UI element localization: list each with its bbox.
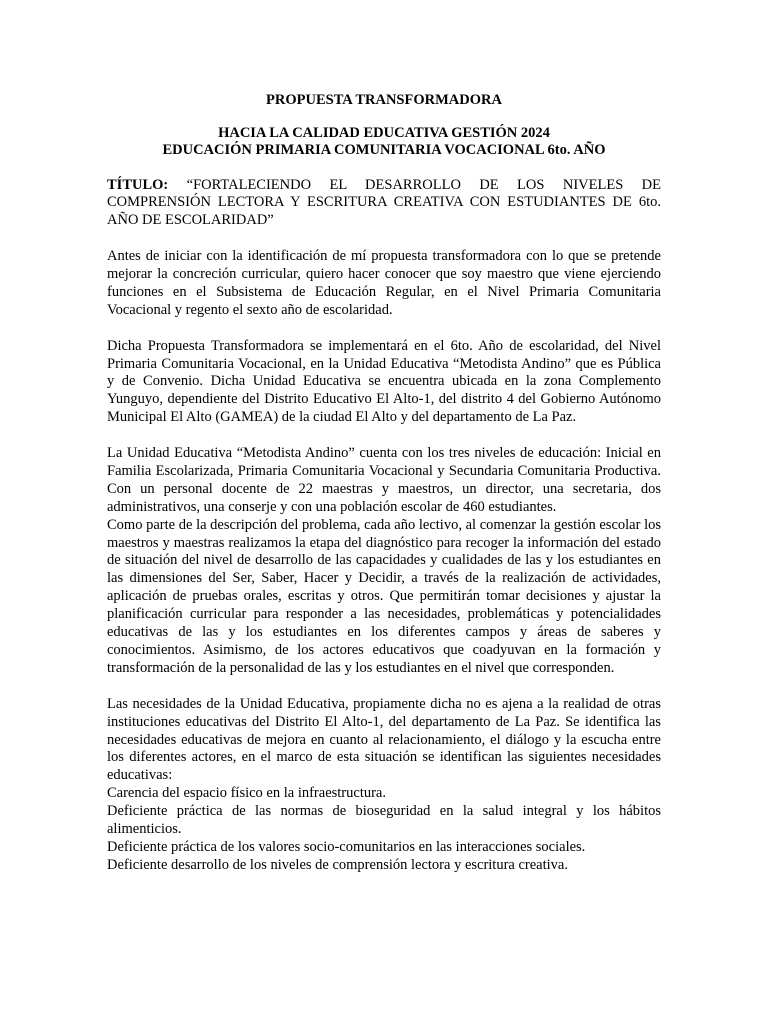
title-text: “FORTALECIENDO EL DESARROLLO DE LOS NIVELES DE COMPRENSIÓN LECTORA Y ESCRITURA CREATIVA CON ESTUDIANTES DE 6to. AÑO DE ESCOLARIDAD” [107,176,661,229]
title-paragraph [107,177,661,231]
spacer [107,320,661,338]
need-item: Deficiente desarrollo de los niveles de comprensión lectora y escritura creativa. [107,856,568,873]
heading-sub-2: EDUCACIÓN PRIMARIA COMUNITARIA VOCACIONAL 6to. AÑO [162,142,606,158]
paragraph-problem: Como parte de la descripción del problema, cada año lectivo, al comenzar la gestión escolar los maestros y maestras realizamos la etapa del diagnóstico para recoger la información del estado de situación del nivel de desarrollo de las capacidades y cualidades de las y los estudiantes en las dimensiones del Ser, Saber, Hacer y Decidir, a través de la realización de actividades, aplicación de pruebas orales, escritas y otros. Que permitirán tomar decisiones y ajustar la planificación curricular para responder a las necesidades, problemáticas y potencialidades educativas de las y los estudiantes en los diferentes campos y áreas de saberes y conocimientos. Asimismo, de los actores educativos que coadyuvan en la formación y transformación de la personalidad de las y los estudiantes en el nivel que corresponden. [107,516,661,676]
spacer [107,678,661,696]
paragraph-school: La Unidad Educativa “Metodista Andino” cuenta con los tres niveles de educación: Inicial en Familia Escolarizada, Primaria Comunitaria Vocacional y Secundaria Comunitaria Productiva. Con un personal docente de 22 maestras y maestros, un director, una secretaria, dos administrativos, una conserje y con una población escolar de 460 estudiantes. [107,445,661,515]
spacer [107,427,661,445]
heading-main: PROPUESTA TRANSFORMADORA [266,92,502,108]
need-item: Deficiente práctica de las normas de bioseguridad en la salud integral y los hábitos alimenticios. [107,803,661,838]
paragraph-location: Dicha Propuesta Transformadora se implementará en el 6to. Año de escolaridad, del Nivel Primaria Comunitaria Vocacional, en la Unidad Educativa “Metodista Andino” que es Pública y de Convenio. Dicha Unidad Educativa se encuentra ubicada en la zona Complemento Yunguyo, dependiente del Distrito Educativo El Alto-1, del distrito 4 del Gobierno Autónomo Municipal El Alto (GAMEA) de la ciudad El Alto y del departamento de La Paz. [107,337,661,426]
need-item: Deficiente práctica de los valores socio-comunitarios en las interacciones sociales. [107,838,586,855]
paragraph-intro: Antes de iniciar con la identificación de mí propuesta transformadora con lo que se pretende mejorar la concreción curricular, quiero hacer conocer que soy maestro que viene ejerciendo funciones en el Subsistema de Educación Regular, en el Nivel Primaria Comunitaria Vocacional y regento el sexto año de escolaridad. [107,248,661,318]
title-label: TÍTULO: [107,176,169,193]
paragraph-needs: Las necesidades de la Unidad Educativa, propiamente dicha no es ajena a la realidad de otras instituciones educativas del Distrito El Alto-1, del departamento de La Paz. Se identifica las necesidades educativas de mejora en cuanto al relacionamiento, el diálogo y la escucha entre los diferentes actores, en el marco de esta situación se identifican las siguientes necesidades educativas: [107,695,661,784]
heading-sub-1: HACIA LA CALIDAD EDUCATIVA GESTIÓN 2024 [218,124,550,141]
need-item: Carencia del espacio físico en la infraestructura. [107,785,386,802]
spacer [107,230,661,248]
